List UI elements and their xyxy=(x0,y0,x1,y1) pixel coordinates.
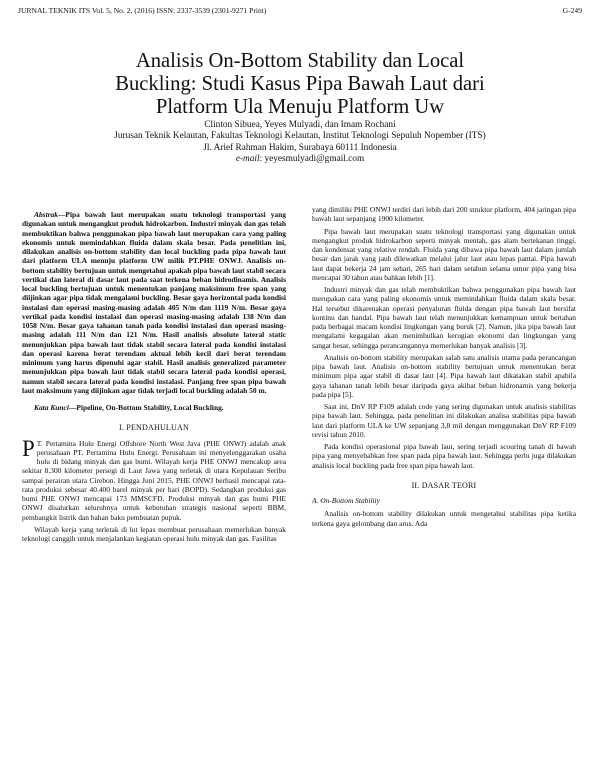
section-heading-dasar-teori: II. DASAR TEORI xyxy=(411,480,477,490)
keywords xyxy=(22,403,286,412)
keywords-label: Kata Kunci xyxy=(34,403,69,412)
abstract-label: Abstrak xyxy=(34,210,58,219)
email-address: : yeyesmulyadi@gmail.com xyxy=(259,154,365,165)
left-column xyxy=(22,210,286,546)
intro-paragraph-2: Wilayah kerja yang terletak di lut lepas membuat perusahaan memerlukan banyak teknologi canggih untuk menjalankan kegiatan operasi hulu minyak dan gas. Fasilitas xyxy=(22,524,286,543)
abstract-text: —Pipa bawah laut merupakan suatu teknologi transportasi yang digunakan untuk mengangkut produk hidrokarbon. Industri minyak dan gas telah membuktikan bahwa penggunakan pipa bawah laut merupakan cara yang paling ekonomis untuk memindahkan fluida dalam skala besar. Pada penelitian ini, dilakukan analisis on-bottom stability dan local buckling pada pipa bawah laut dari platform ULA menuju platform UW milik PT.PHE ONWJ. Analisis on-bottom stability bertujuan untuk mengetahui apakah pipa bawah laut stabil secara vertikal dan lateral di dasar laut pada saat terkena beban hidrodinamis. Analisis local buckling bertujuan untuk menentukan panjang maksimum free span yang diijinkan agar pipa tidak mengalami buckling. Besar gaya horizontal pada kondisi instalasi dan operasi masing-masing adalah 405 N/m dan 1119 N/m. Besar gaya vertikal pada kondisi instalasi dan operasi masing-masing adalah 138 N/m dan 1058 N/m. Besar gaya tahanan tanah pada kondisi instalasi dan operasi masing-masing adalah 111 N/m dan 121 N/m. Hasil analisis absolute lateral static menunjukkan pipa bawah laut tidak stabil secara lateral pada kondisi instalasi dan operasi karena berat terendam aktual lebih kecil dari berat terendam minimum yang harus dipenuhi agar stabil. Hasil analisis generalized parameter menunjukkan pipa bawah laut tidak stabil secara lateral pada kondisi operasi, namun stabil secara lateral pada kondisi instalasi. Panjang free span pipa bawah laut maksimum yang diijinkan agar tidak terjadi local buckling adalah 50 m. xyxy=(22,210,286,395)
email-line xyxy=(20,154,580,165)
authors: Clinton Sibuea, Yeyes Mulyadi, dan Imam Rochani xyxy=(204,120,396,130)
title-line-2: Buckling: Studi Kasus Pipa Bawah Laut dari xyxy=(115,73,485,95)
right-column xyxy=(312,205,576,531)
address: Jl. Arief Rahman Hakim, Surabaya 60111 Indonesia xyxy=(203,142,397,153)
abstract xyxy=(22,210,286,395)
body-paragraph-2: Industri minyak dan gas telah membuktikan bahwa penggunakan pipa bawah laut merupakan cara yang paling ekonomis untuk memindahkan fluida dalam skala besar. Hal tersebut dikarenakan operasi penyaluran fluida dengan pipa bawah laut bersifat kontinu dan handal. Pipa bawah laut telah menunjukkan kemampuan untuk bertahan pada berbagai macam kondisi lingkungan yang buruk [2]. Namun, jika pipa bawah laut mengalami kegagalan akan menimbulkan kerugian ekonomi dan lingkungan yang sangat besar, sehingga perancangannya memerlukan banyak analisis [3]. xyxy=(312,285,576,350)
title-block xyxy=(20,50,580,166)
keywords-text: —Pipeline, On-Bottom Stability, Local Buckling. xyxy=(68,403,224,412)
abstract-paragraph xyxy=(22,210,286,395)
title-line-3: Platform Ula Menuju Platform Uw xyxy=(155,96,445,118)
intro-paragraph-1-text: T. Pertamina Hulu Energi Offshore North West Java (PHE ONWJ) adalah anak perusahaan PT. Pertamina Hulu Energi. Perusahaan ini menyelenggarakan usaha hulu di bidang minyak dan gas bumi. Wilayah kerja PHE ONWJ mencakup area sekitar 8.300 kilometer persegi di Laut Jawa yang terletak di utara Kepulauan Seribu sampai perairan utara Cirebon. Hingga Juni 2015, PHE ONWJ berhasil mencapai rata-rata produksi sebesar 40.400 barel minyak per hari (BOPD). Sedangkan produksi gas bumi PHE ONWJ mencapai 173 MMSCFD. Produksi minyak dan gas bumi PHE ONWJ disalurkan seluruhnya untuk kebutuhan strategis nasional seperti BBM, pembangkit listrik dan bahan baku pembuatan pupuk. xyxy=(22,438,286,522)
section-heading-pendahuluan: I. PENDAHULUAN xyxy=(119,423,189,433)
title-line-1: Analisis On-Bottom Stability dan Local xyxy=(135,50,465,72)
dropcap: P xyxy=(22,435,35,461)
body-paragraph-continued: yang dimiliki PHE ONWJ terdiri dari lebih dari 200 struktur platform, 404 jaringan pipa bawah laut sepanjang 1900 kilometer. xyxy=(312,205,576,224)
body-paragraph-5: Pada kondisi operasional pipa bawah laut, sering terjadi scouring tanah di bawah pipa yang menyebabkan free span pada pipa bawah laut. Sehingga perlu juga dilakukan analisis local buckling pada free span pipa bawah laut. xyxy=(312,442,576,470)
body-paragraph-3: Analisis on-bottom stability merupakan salah satu analisis utama pada perancangan pipa bawah laut. Analisis on-bottom stability bertujuan untuk menentukan berat minimum pipa agar stabil di dasar laut [4]. Pipa bawah laut dikatakan stabil apabila gaya tahanan tanah lebih besar daripada gaya akibat beban hidronamis yang bekerja pada pipa [5]. xyxy=(312,352,576,399)
paper-title xyxy=(20,50,580,119)
body-paragraph-6: Analisis on-bottom stability dilakukan untuk mengetahui stabilitas pipa ketika terkena gaya gelombang dan arus. Ada xyxy=(312,509,576,528)
journal-citation: JURNAL TEKNIK ITS Vol. 5, No. 2, (2016) ISSN: 2337-3539 (2301-9271 Print) xyxy=(18,6,267,15)
body-paragraph-4: Saat ini, DnV RP F109 adalah code yang sering digunakan untuk analisis stabilitas pipa bawah laut. Sehingga, pada penelitian ini dilakukan analisa stabilitas pipa bawah laut dari platform ULA ke UW sepanjang 3,8 mil dengan menggunakan DnV RP F109 revisi tahun 2010. xyxy=(312,402,576,439)
affiliation: Jurusan Teknik Kelautan, Fakultas Teknologi Kelautan, Institut Teknologi Sepuluh Nopember (ITS) xyxy=(114,131,486,142)
running-header xyxy=(18,6,582,20)
email-label: e-mail xyxy=(235,154,260,165)
body-paragraph-1: Pipa bawah laut merupakan suatu teknologi transportasi yang digunakan untuk mengangkut produk hidrokarbon seperti minyak mentah, gas alam bertekanan tinggi, dan kondensat yang relative rendah. Fluida yang dibawa pipa bawah laut dalam jumlah besar dan jarak yang jauh dilewatkan melalui jalur laut atau lepas pantai. Pipa bawah laut dapat bekerja 24 jam sehari, 265 hari dalam setahun selama umur pipa yang bisa mencapai 30 tahun atau bahkan lebih [1]. xyxy=(312,226,576,282)
subsection-heading-on-bottom-stability: A. On-Bottom Stability xyxy=(312,496,380,505)
intro-paragraph-1 xyxy=(22,435,286,522)
page-number: G-249 xyxy=(562,6,582,15)
